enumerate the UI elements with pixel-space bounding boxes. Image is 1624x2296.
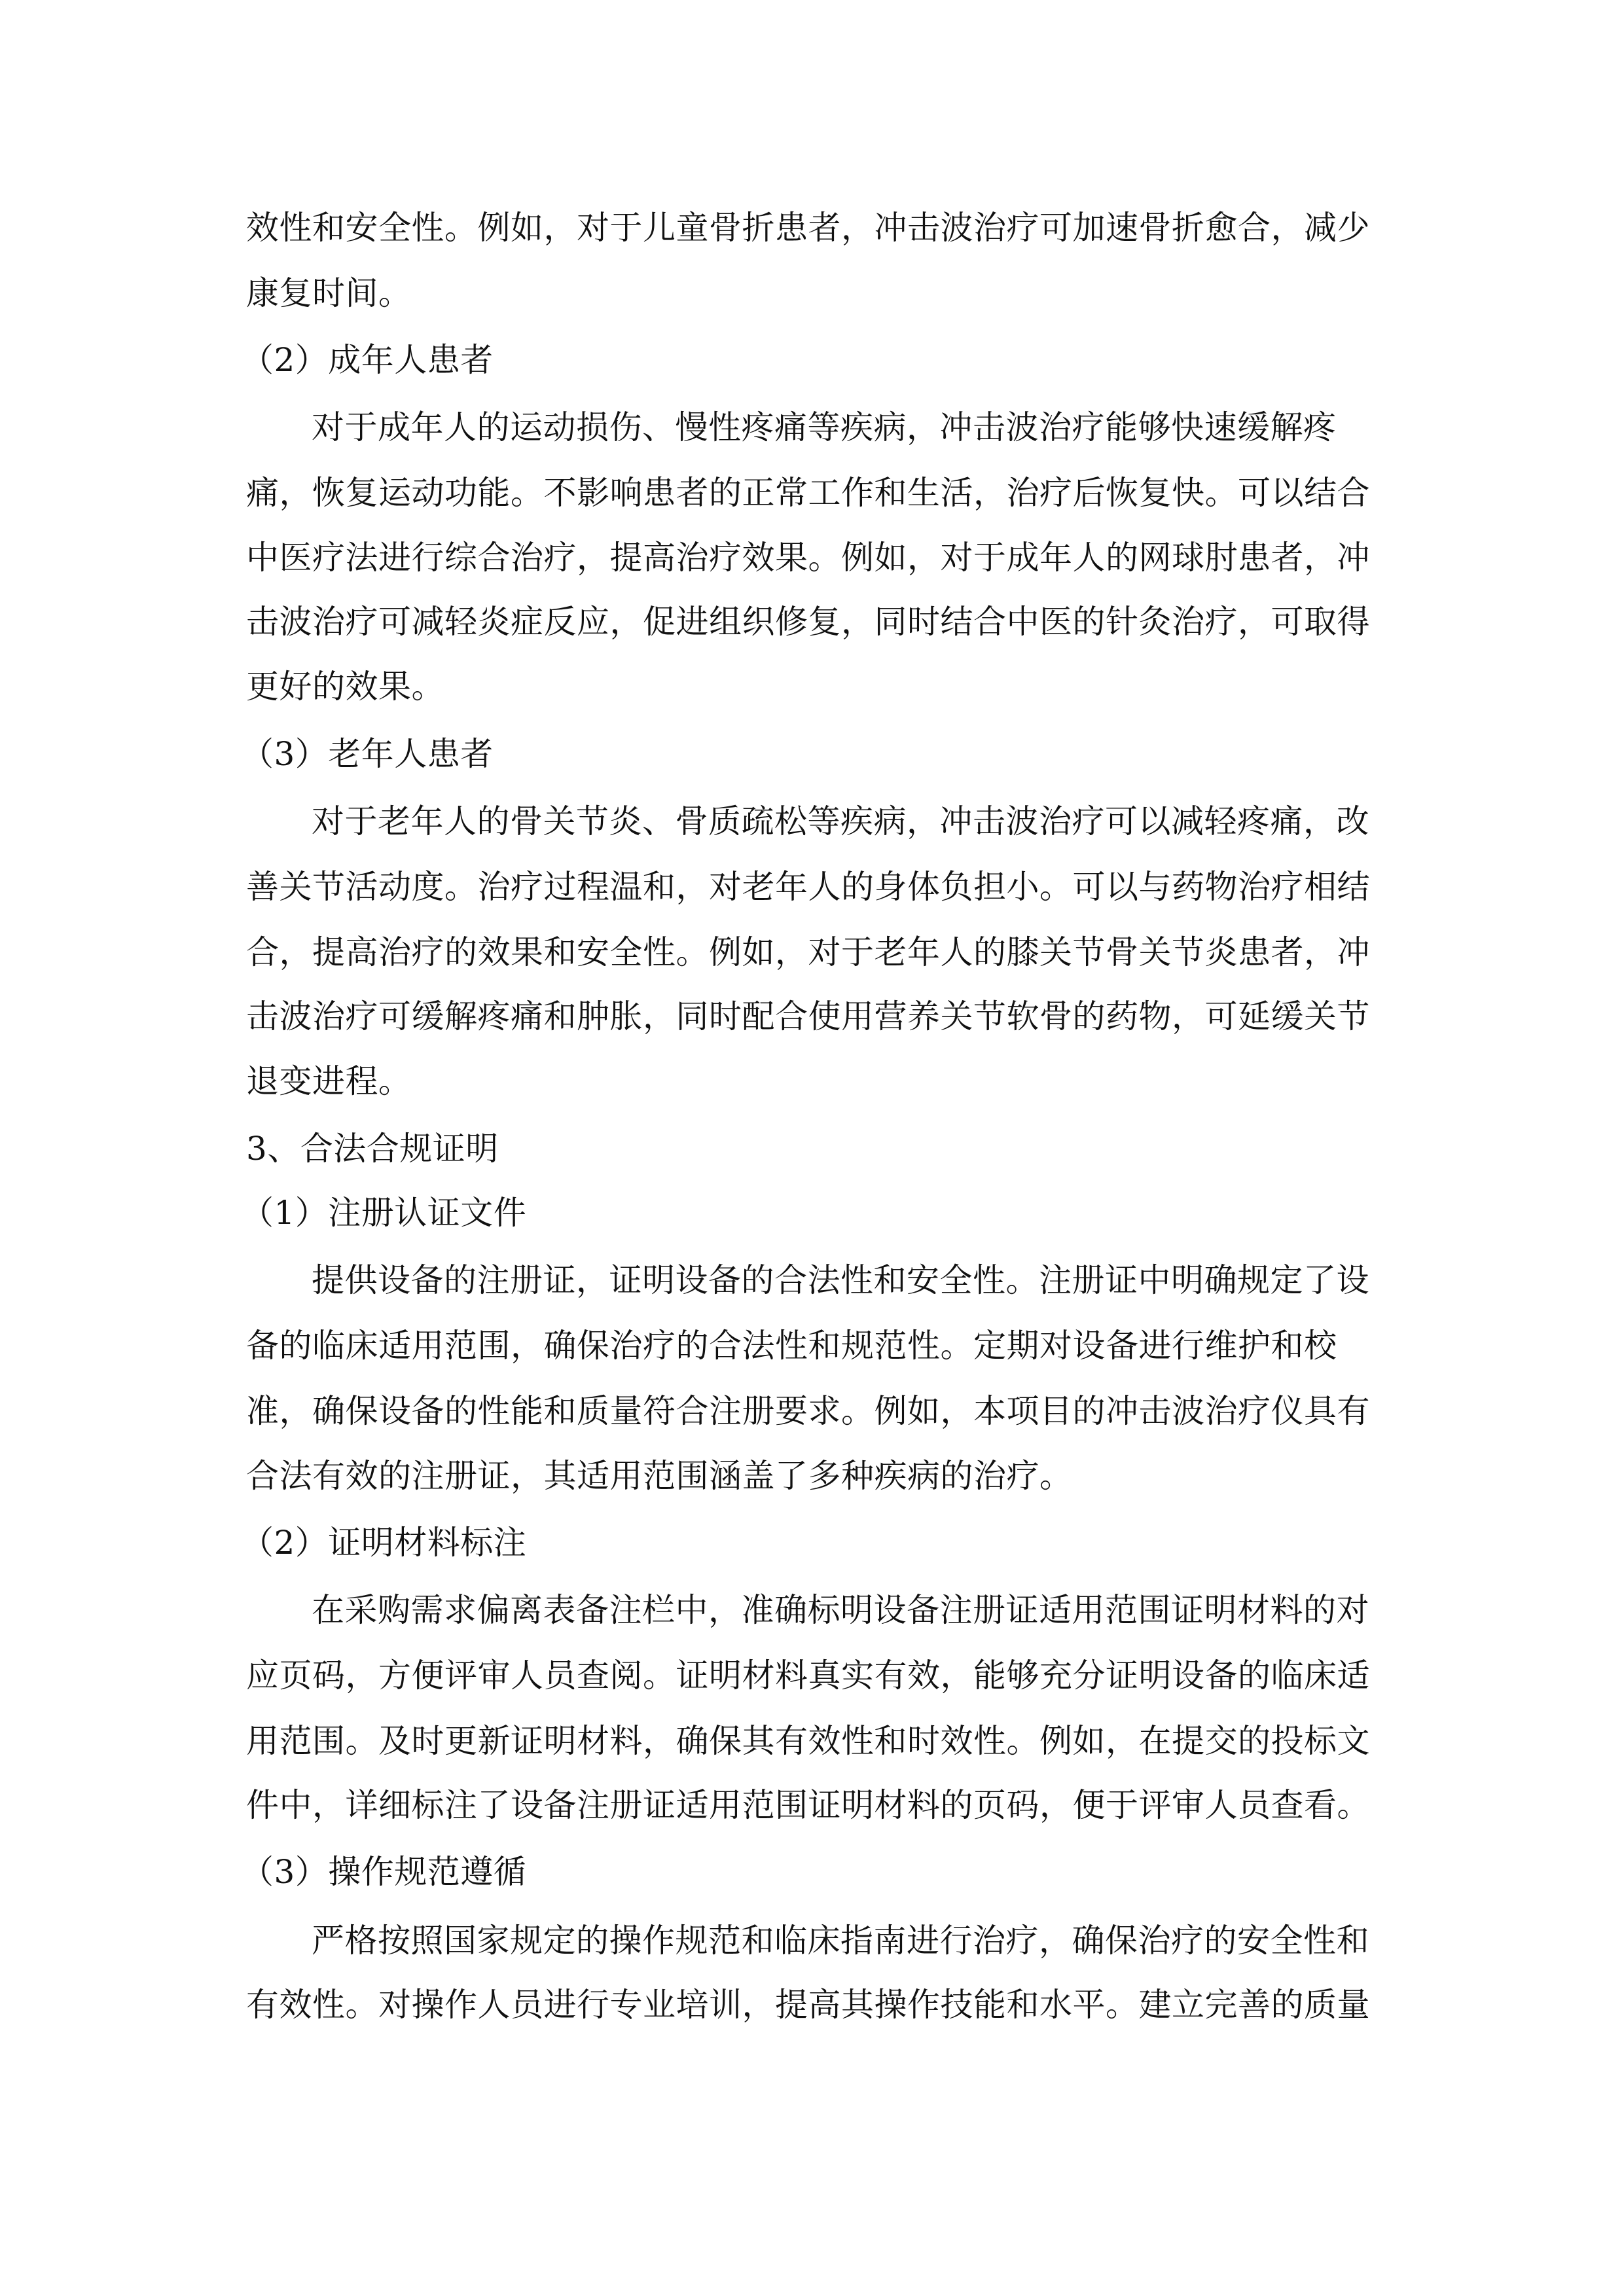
paragraph-line: 中医疗法进行综合治疗，提高治疗效果。例如，对于成年人的网球肘患者，冲 <box>246 539 1370 577</box>
paragraph-line: 善关节活动度。治疗过程温和，对老年人的身体负担小。可以与药物治疗相结 <box>246 868 1370 906</box>
paragraph-line: 应页码，方便评审人员查阅。证明材料真实有效，能够充分证明设备的临床适 <box>246 1657 1370 1695</box>
paragraph-line: 合，提高治疗的效果和安全性。例如，对于老年人的膝关节骨关节炎患者，冲 <box>246 933 1370 971</box>
paragraph-line: 在采购需求偏离表备注栏中，准确标明设备注册证适用范围证明材料的对 <box>312 1591 1369 1629</box>
paragraph-line: 效性和安全性。例如，对于儿童骨折患者，冲击波治疗可加速骨折愈合，减少 <box>246 209 1370 247</box>
subheading-registration-docs: （1）注册认证文件 <box>241 1194 527 1232</box>
paragraph-line: 件中，详细标注了设备注册证适用范围证明材料的页码，便于评审人员查看。 <box>246 1786 1370 1824</box>
paragraph-line: 击波治疗可缓解疼痛和肿胀，同时配合使用营养关节软骨的药物，可延缓关节 <box>246 997 1370 1035</box>
paragraph-line: 击波治疗可减轻炎症反应，促进组织修复，同时结合中医的针灸治疗，可取得 <box>246 603 1370 641</box>
subheading-operating-standards: （3）操作规范遵循 <box>241 1853 527 1891</box>
subheading-proof-materials: （2）证明材料标注 <box>241 1524 527 1562</box>
paragraph-line: 痛，恢复运动功能。不影响患者的正常工作和生活，治疗后恢复快。可以结合 <box>246 474 1370 512</box>
paragraph-line: 更好的效果。 <box>246 668 444 706</box>
paragraph-line: 对于成年人的运动损伤、慢性疼痛等疾病，冲击波治疗能够快速缓解疼 <box>312 408 1337 446</box>
paragraph-line: 严格按照国家规定的操作规范和临床指南进行治疗，确保治疗的安全性和 <box>312 1922 1369 1960</box>
paragraph-line: 用范围。及时更新证明材料，确保其有效性和时效性。例如，在提交的投标文 <box>246 1722 1370 1760</box>
paragraph-line: 有效性。对操作人员进行专业培训，提高其操作技能和水平。建立完善的质量 <box>246 1986 1370 2024</box>
paragraph-line: 康复时间。 <box>246 274 412 312</box>
paragraph-line: 对于老年人的骨关节炎、骨质疏松等疾病，冲击波治疗可以减轻疼痛，改 <box>312 802 1369 840</box>
paragraph-line: 合法有效的注册证，其适用范围涵盖了多种疾病的治疗。 <box>246 1457 1073 1495</box>
paragraph-line: 备的临床适用范围，确保治疗的合法性和规范性。定期对设备进行维护和校 <box>246 1327 1337 1365</box>
paragraph-line: 准，确保设备的性能和质量符合注册要求。例如，本项目的冲击波治疗仪具有 <box>246 1392 1370 1430</box>
subheading-elderly-patients: （3）老年人患者 <box>241 735 494 773</box>
section-heading-compliance: 3、合法合规证明 <box>246 1130 499 1168</box>
subheading-adult-patients: （2）成年人患者 <box>241 341 494 379</box>
paragraph-line: 退变进程。 <box>246 1062 412 1100</box>
paragraph-line: 提供设备的注册证，证明设备的合法性和安全性。注册证中明确规定了设 <box>312 1261 1369 1299</box>
